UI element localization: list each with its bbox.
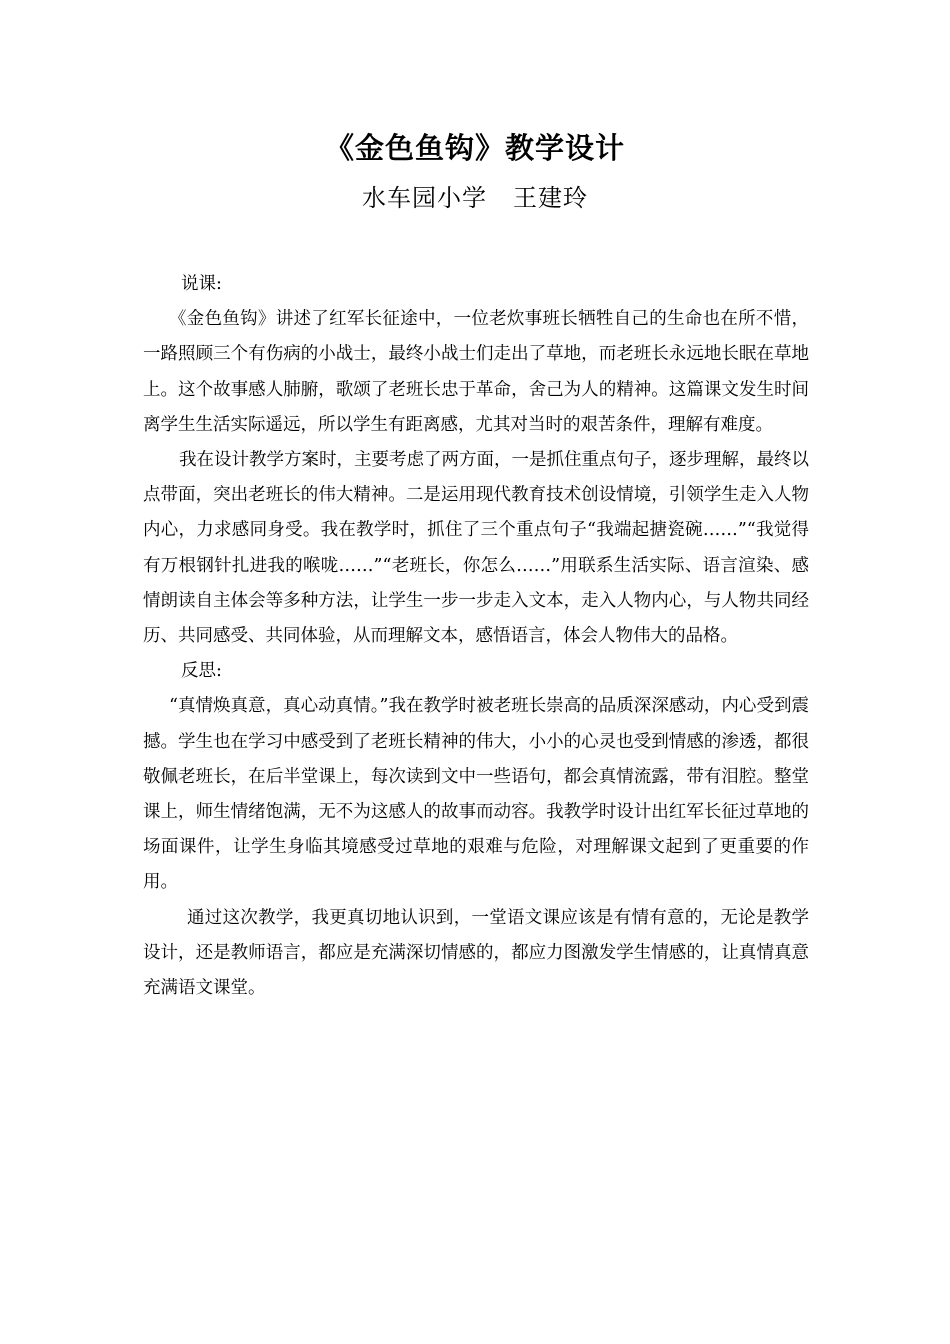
- paragraph: 通过这次教学，我更真切地认识到，一堂语文课应该是有情有意的，无论是教学设计，还是教师语言，都应是充满深切情感的，都应力图激发学生情感的，让真情真意充满语文课堂。: [143, 907, 809, 999]
- paragraph: 《金色鱼钩》讲述了红军长征途中，一位老炊事班长牺牲自己的生命也在所不惜，一路照顾三个有伤病的小战士，最终小战士们走出了草地，而老班长永远地长眠在草地上。这个故事感人肺腑，歌颂了老班长忠于革命，舍己为人的精神。这篇课文发生时间离学生生活实际遥远，所以学生有距离感，尤其对当时的艰苦条件，理解有难度。: [143, 309, 809, 435]
- document-body: [143, 267, 809, 1006]
- paragraph: 我在设计教学方案时，主要考虑了两方面，一是抓住重点句子，逐步理解，最终以点带面，突出老班长的伟大精神。二是运用现代教育技术创设情境，引领学生走入人物内心，力求感同身受。我在教学时，抓住了三个重点句子“我端起搪瓷碗……”“我觉得有万根钢针扎进我的喉咙……”“老班长，你怎么……”用联系生活实际、语言渲染、感情朗读自主体会等多种方法，让学生一步一步走入文本，走入人物内心，与人物共同经历、共同感受、共同体验，从而理解文本，感悟语言，体会人物伟大的品格。: [143, 450, 809, 647]
- section-label-shuoke: 说课:: [181, 274, 222, 294]
- paragraph: “真情焕真意，真心动真情。”我在教学时被老班长崇高的品质深深感动，内心受到震撼。学生也在学习中感受到了老班长精神的伟大，小小的心灵也受到情感的渗透，都很敬佩老班长，在后半堂课上，每次读到文中一些语句，都会真情流露，带有泪腔。整堂课上，师生情绪饱满，无不为这感人的故事而动容。我教学时设计出红军长征过草地的场面课件，让学生身临其境感受过草地的艰难与危险，对理解课文起到了更重要的作用。: [143, 696, 809, 893]
- section-label-fansi: 反思:: [181, 661, 222, 682]
- author-line: [0, 180, 950, 216]
- author-school: 水车园小学: [362, 184, 487, 212]
- document-title: 《金色鱼钩》教学设计: [324, 131, 625, 165]
- author-name: 王建玲: [513, 184, 588, 212]
